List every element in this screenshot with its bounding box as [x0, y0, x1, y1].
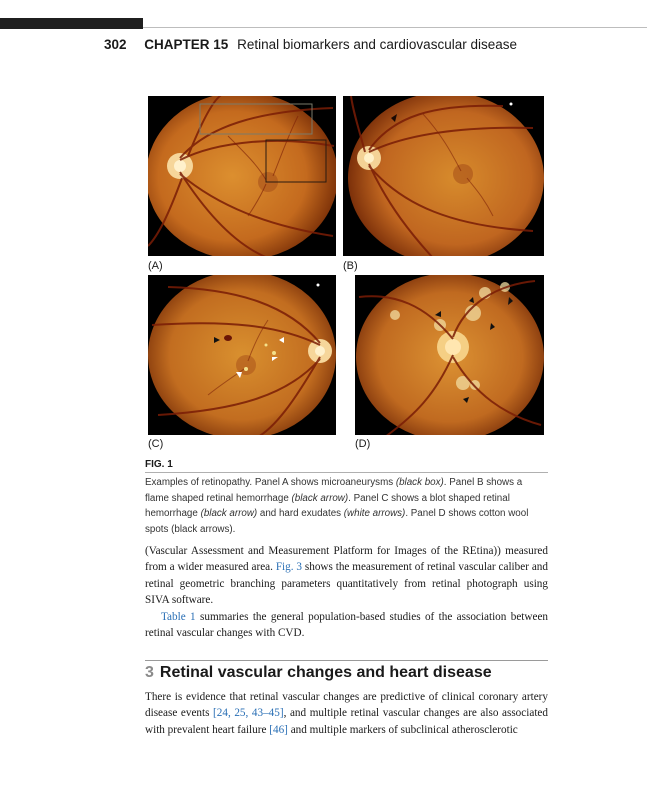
paragraph: There is evidence that retinal vascular changes are predictive of clinical coronary artery disease events [24, 25, 43–45], and multiple retinal vascular changes are also associated with prevalent heart failure [46] and multiple markers of subclinical atherosclerotic — [145, 691, 548, 736]
table-1-link[interactable]: Table 1 — [161, 610, 196, 623]
header-rule — [143, 27, 647, 28]
paragraph: Table 1 summaries the general population-based studies of the association between retinal vascular changes with CVD. — [145, 610, 548, 640]
fundus-panel-a — [148, 96, 336, 256]
header-bar — [0, 18, 143, 29]
running-header — [104, 37, 517, 52]
page-number: 302 — [104, 37, 127, 52]
body-text-section — [145, 689, 548, 738]
citation-link[interactable]: [46] — [269, 723, 288, 736]
paragraph: (Vascular Assessment and Measurement Platform for Images of the REtina)) measured from a wider measured area. Fig. 3 shows the measurement of retinal vascular caliber and retinal geometric branching parameters quantitatively from retinal photograph using SIVA software. — [145, 545, 548, 607]
fundus-panel-b — [343, 96, 544, 256]
section-number: 3 — [145, 664, 154, 681]
figure-caption: Examples of retinopathy. Panel A shows microaneurysms (black box). Panel B shows a flame shaped retinal hemorrhage (black arrow). Panel C shows a blot shaped retinal hemorrhage (black arrow) and hard exudates (white arrows). Panel D shows cotton wool spots (black arrows). — [145, 477, 529, 535]
section-rule — [145, 660, 548, 661]
panel-a-label: (A) — [148, 260, 163, 272]
section-heading — [145, 664, 492, 682]
fundus-panel-c — [148, 275, 336, 435]
fig-3-link[interactable]: Fig. 3 — [275, 561, 302, 574]
figure-label: FIG. 1 — [145, 459, 173, 470]
section-title: Retinal vascular changes and heart disease — [159, 664, 492, 681]
panel-d-label: (D) — [355, 438, 371, 450]
chapter-title: Retinal biomarkers and cardiovascular disease — [237, 37, 517, 52]
panel-b-label: (B) — [343, 260, 358, 272]
chapter-label: CHAPTER 15 — [144, 37, 229, 52]
figure-rule — [145, 472, 548, 473]
citation-link[interactable]: [24, 25, 43–45] — [213, 707, 284, 720]
fundus-panel-d — [355, 275, 544, 435]
panel-c-label: (C) — [148, 438, 164, 450]
body-text-intro — [145, 543, 548, 641]
